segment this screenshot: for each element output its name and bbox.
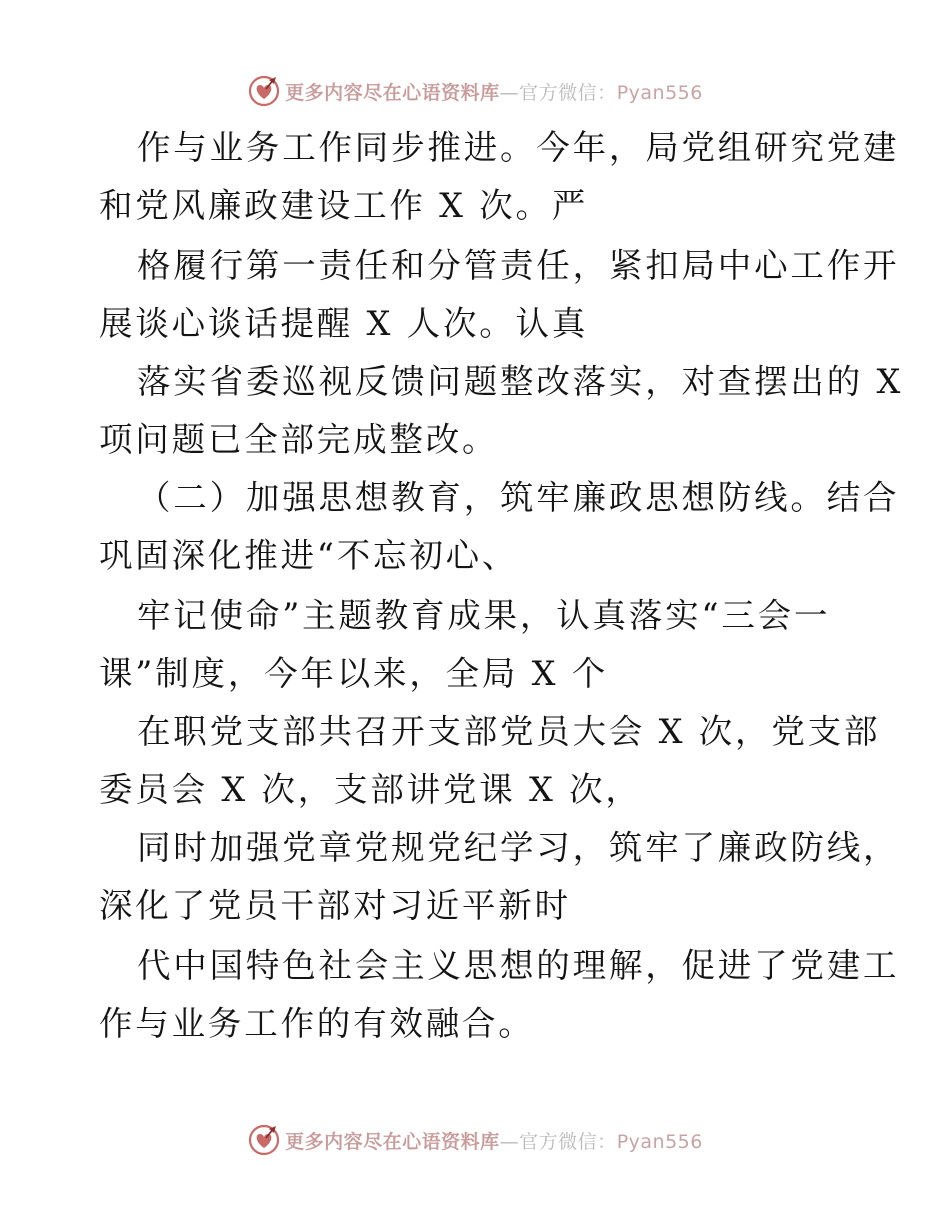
body-line-8: 巩固深化推进“不忘初心、 (99, 536, 519, 575)
header-banner-main-text: 更多内容尽在心语资料库 (285, 81, 500, 104)
footer-banner-sub-text: —官方微信： (499, 1130, 617, 1153)
body-line-11: 在职党支部共召开支部党员大会 X 次，党支部 (137, 712, 881, 751)
body-line-7: （二）加强思想教育，筑牢廉政思想防线。结合 (137, 478, 900, 517)
body-line-4: 展谈心谈话提醒 X 人次。认真 (99, 304, 589, 343)
body-line-12: 委员会 X 次，支部讲党课 X 次， (99, 770, 642, 809)
footer-banner-main-text: 更多内容尽在心语资料库 (285, 1130, 500, 1153)
body-line-5: 落实省委巡视反馈问题整改落实，对查摆出的 X (137, 362, 904, 401)
header-banner-id-text: Pyan556 (616, 81, 703, 104)
footer-banner-id-text: Pyan556 (616, 1130, 703, 1153)
body-line-1: 作与业务工作同步推进。今年，局党组研究党建 (137, 128, 900, 167)
body-line-2: 和党风廉政建设工作 X 次。严 (99, 186, 589, 225)
heart-pen-logo-icon (247, 1123, 281, 1157)
body-line-14: 深化了党员干部对习近平新时 (99, 886, 571, 925)
body-line-3: 格履行第一责任和分管责任，紧扣局中心工作开 (137, 246, 900, 285)
body-line-15: 代中国特色社会主义思想的理解，促进了党建工 (137, 946, 900, 985)
body-line-16: 作与业务工作的有效融合。 (99, 1004, 535, 1043)
header-banner-sub-text: —官方微信： (499, 81, 617, 104)
body-line-13: 同时加强党章党规党纪学习，筑牢了廉政防线， (137, 828, 900, 867)
body-line-9: 牢记使命”主题教育成果，认真落实“三会一 (137, 596, 831, 635)
body-line-6: 项问题已全部完成整改。 (99, 420, 499, 459)
footer-banner (0, 1120, 950, 1160)
body-line-10: 课”制度，今年以来，全局 X 个 (99, 654, 609, 693)
